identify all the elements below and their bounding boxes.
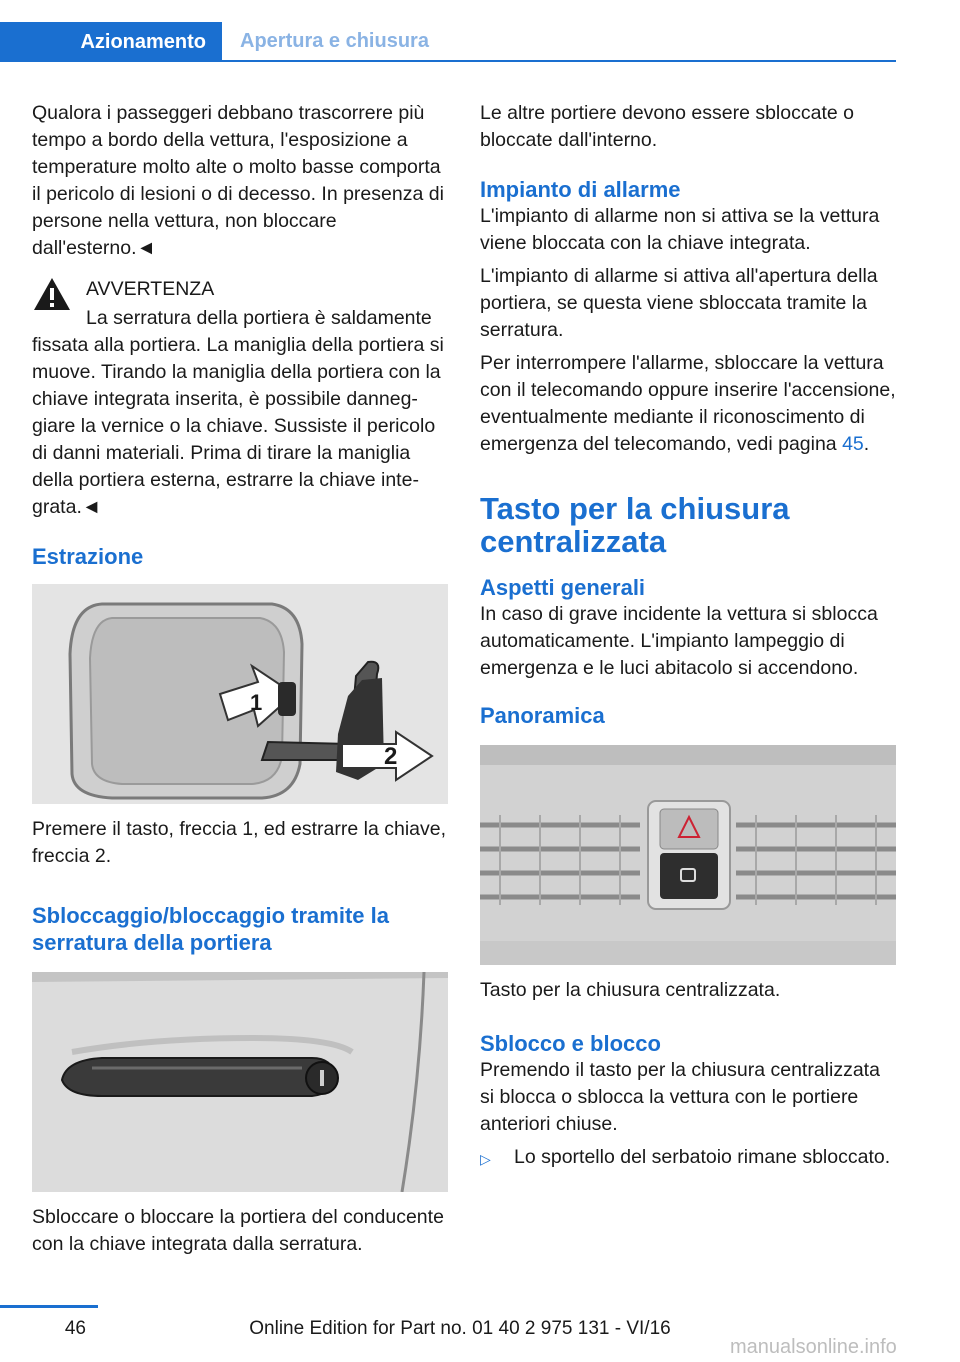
list-item-text: Lo sportello del serbatoio rimane sbloccato. xyxy=(514,1146,891,1168)
arrow-label-2: 2 xyxy=(384,743,398,770)
alarm-paragraph-3 xyxy=(480,350,896,458)
warning-triangle-icon xyxy=(32,276,72,312)
button-panel-illustration xyxy=(480,745,896,965)
heading-central-locking: Tasto per la chiusura centralizzata xyxy=(480,491,790,559)
alarm-paragraph-1: L'impianto di allarme non si attiva se la vettura viene bloccata con la chiave integrata. xyxy=(480,205,880,254)
general-paragraph: In caso di grave incidente la vettura si sblocca automaticamente. L'impianto lampeggio di emergenza e le luci abitacolo si accendono. xyxy=(480,603,878,679)
warning-title: AVVERTENZA xyxy=(86,278,215,300)
footer-rule xyxy=(0,1305,98,1308)
watermark: manualsonline.info xyxy=(730,1336,897,1358)
heading-door-lock: Sbloccaggio/bloccaggio tramite la serratura della portiera xyxy=(32,903,389,955)
key-illustration xyxy=(32,584,448,804)
key-extraction-figure xyxy=(32,584,448,804)
warning-text-first-line: La serratura della portiera è saldamente xyxy=(86,307,432,329)
heading-alarm: Impianto di allarme xyxy=(480,177,681,202)
footer-edition: Online Edition for Part no. 01 40 2 975 131 - VI/16 xyxy=(249,1318,671,1339)
right-intro-paragraph: Le altre portiere devono essere sbloccate o bloccate dall'interno. xyxy=(480,102,854,151)
central-lock-button-figure xyxy=(480,745,896,965)
page-number: 46 xyxy=(64,1318,86,1339)
alarm-paragraph-2: L'impianto di allarme si attiva all'apertura della portiera, se questa viene sbloccata tramite la serratura. xyxy=(480,265,878,341)
section-tab[interactable]: Apertura e chiusura xyxy=(222,22,896,62)
door-handle-figure xyxy=(32,972,448,1192)
overview-caption: Tasto per la chiusura centralizzata. xyxy=(480,979,781,1001)
heading-extraction: Estrazione xyxy=(32,544,144,569)
lock-paragraph: Premendo il tasto per la chiusura centralizzata si blocca o sblocca la vettura con le portiere anteriori chiuse. xyxy=(480,1059,880,1135)
door-handle-illustration xyxy=(32,972,448,1192)
door-lock-caption: Sbloccare o bloccare la portiera del conducente con la chiave integrata dalla serratura. xyxy=(32,1206,444,1255)
page-link[interactable]: 45 xyxy=(842,433,864,455)
warning-text: fissata alla portiera. La maniglia della portiera si muove. Tirando la maniglia della portiera con la chiave integrata inserita, è possibile danneggiare la vernice o la chiave. Sussiste il pericolo di danni materiali. Prima di tirare la maniglia della portiera esterna, estrarre la chiave integrata.◄ xyxy=(32,334,444,518)
arrow-label-1: 1 xyxy=(250,690,263,715)
left-column xyxy=(32,100,448,1264)
heading-general: Aspetti generali xyxy=(480,575,646,600)
right-column xyxy=(480,100,896,1173)
list-item xyxy=(480,1144,896,1173)
page-header xyxy=(0,22,896,62)
chapter-tab[interactable]: Azionamento xyxy=(0,22,222,62)
alarm-paragraph-3-end: . xyxy=(863,433,870,455)
left-intro-paragraph: Qualora i passeggeri debbano trascorrere più tempo a bordo della vettura, l'esposizione a temperature molto alte o molto basse comporta il pericolo di lesioni o di decesso. In presenza di persone nella vettura, non bloccare dall'esterno.◄ xyxy=(32,102,444,259)
extraction-caption: Premere il tasto, freccia 1, ed estrarre la chiave, freccia 2. xyxy=(32,818,447,867)
alarm-paragraph-3-text: Per interrompere l'allarme, sbloccare la vettura con il telecomando oppure inserire l'accensione, eventualmente mediante il riconoscimento di emergenza del telecomando, vedi pagina xyxy=(480,352,896,455)
heading-overview: Panoramica xyxy=(480,703,605,728)
heading-unlock-lock: Sblocco e blocco xyxy=(480,1031,661,1056)
warning-block xyxy=(32,276,448,521)
triangle-bullet-icon: ▷ xyxy=(480,1151,491,1167)
